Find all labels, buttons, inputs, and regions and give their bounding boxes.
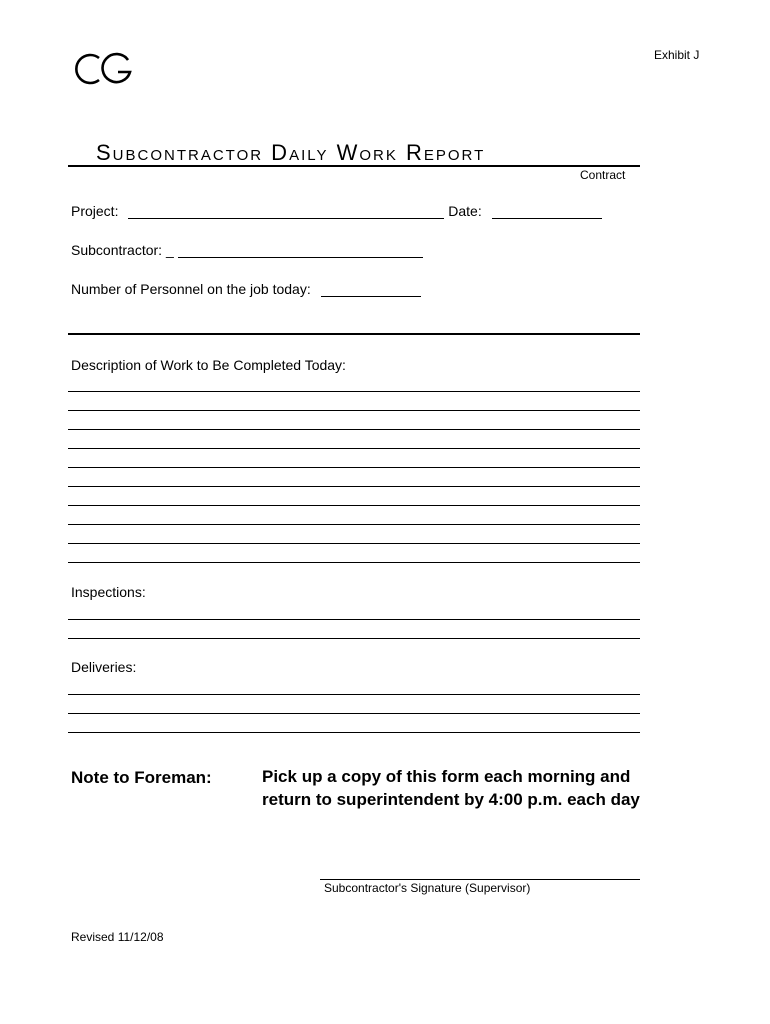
description-line[interactable] [68, 505, 640, 506]
description-line[interactable] [68, 467, 640, 468]
description-line[interactable] [68, 543, 640, 544]
description-line[interactable] [68, 429, 640, 430]
signature-line[interactable] [320, 879, 640, 880]
exhibit-label: Exhibit J [654, 48, 700, 62]
description-line[interactable] [68, 524, 640, 525]
description-label: Description of Work to Be Completed Today: [71, 357, 346, 373]
deliveries-line[interactable] [68, 713, 640, 714]
signature-label: Subcontractor's Signature (Supervisor) [324, 881, 531, 895]
revised-date: Revised 11/12/08 [71, 930, 164, 944]
contract-label: Contract [580, 168, 626, 182]
subcontractor-field [71, 242, 423, 258]
deliveries-line[interactable] [68, 694, 640, 695]
inspections-label: Inspections: [71, 584, 146, 600]
description-line[interactable] [68, 448, 640, 449]
description-line[interactable] [68, 391, 640, 392]
note-text: Pick up a copy of this form each morning and return to superintendent by 4:00 p.m. each day [262, 767, 640, 809]
description-line[interactable] [68, 486, 640, 487]
project-label: Project: [71, 203, 119, 219]
date-label: Date: [448, 203, 482, 219]
subcontractor-blank[interactable] [178, 242, 423, 258]
personnel-field [71, 281, 421, 297]
description-line[interactable] [68, 410, 640, 411]
company-logo [70, 50, 134, 88]
page-title: Subcontractor Daily Work Report [96, 140, 486, 165]
inspections-line[interactable] [68, 638, 640, 639]
project-blank[interactable] [128, 203, 444, 219]
subcontractor-label: Subcontractor: _ [71, 242, 174, 258]
description-line[interactable] [68, 562, 640, 563]
inspections-line[interactable] [68, 619, 640, 620]
section-divider [68, 333, 640, 335]
title-underline [68, 165, 640, 167]
deliveries-label: Deliveries: [71, 659, 137, 675]
note-label: Note to Foreman: [71, 768, 212, 787]
personnel-blank[interactable] [321, 281, 421, 297]
deliveries-line[interactable] [68, 732, 640, 733]
project-field [71, 203, 602, 219]
date-blank[interactable] [492, 203, 602, 219]
personnel-label: Number of Personnel on the job today: [71, 281, 311, 297]
